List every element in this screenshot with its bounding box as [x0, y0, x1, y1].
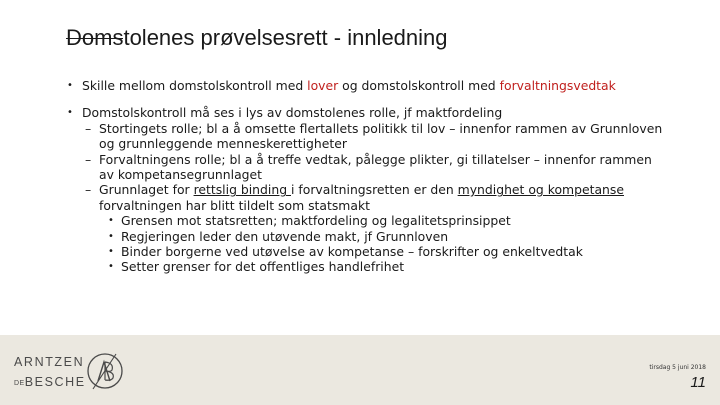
logo-text-arntzen: ARNTZEN: [14, 355, 85, 369]
sub-sub-bullet-4: • Setter grenser for det offentliges handlefrihet: [66, 259, 666, 274]
dash-marker: –: [85, 120, 92, 136]
dash-marker: –: [85, 182, 92, 198]
sub-sub-bullet-3: • Binder borgerne ved utøvelse av kompetanse – forskrifter og enkeltvedtak: [66, 244, 666, 259]
bullet-1: [66, 78, 666, 93]
title-rest: tolenes prøvelsesrett - innledning: [123, 25, 448, 50]
logo-text-besche: BESCHE: [24, 375, 86, 389]
logo-text-de: DE: [14, 380, 25, 387]
bullet-1-text-mid: og domstolskontroll med: [338, 78, 500, 93]
title-strike-part: Doms: [66, 25, 124, 50]
underlined-rettslig-binding: rettslig binding: [193, 182, 291, 198]
red-term-forvaltningsvedtak: forvaltningsvedtak: [499, 78, 616, 93]
sub-bullet-1: [66, 121, 666, 152]
sub-bullet-3-pre: Grunnlaget for: [99, 182, 194, 198]
red-term-lover: lover: [307, 78, 339, 93]
sub-bullet-3-mid: i forvaltningsretten er den: [291, 182, 458, 198]
sub-sub-bullet-1: • Grensen mot statsretten; maktfordeling og legalitetsprinsippet: [66, 213, 666, 228]
sub-bullet-2-text: Forvaltningens rolle; bl a å treffe vedtak, pålegge plikter, gi tillatelser – innenfor rammen av kompetansegrunnlaget: [99, 151, 652, 183]
page-number: 11: [690, 374, 706, 391]
bullet-2: • Domstolskontroll må ses i lys av domstolenes rolle, jf maktfordeling: [66, 105, 666, 120]
sub-bullet-3: [66, 182, 666, 213]
logo-mark-icon: [83, 349, 127, 393]
sub-sub-bullet-2: • Regjeringen leder den utøvende makt, jf Grunnloven: [66, 229, 666, 244]
underlined-myndighet-og-kompetanse: myndighet og kompetanse: [457, 182, 624, 198]
sub-bullet-3-post: forvaltningen har blitt tildelt som statsmakt: [99, 197, 371, 213]
sub-bullet-1-text: Stortingets rolle; bl a å omsette flertallets politikk til lov – innenfor rammen av Grunnloven og grunnleggende menneskerettigheter: [99, 120, 663, 152]
dash-marker: –: [85, 151, 92, 167]
sub-bullet-2: [66, 152, 666, 183]
footer-date: tirsdag 5 juni 2018: [649, 364, 706, 371]
logo-text-de-besche: [14, 375, 86, 389]
slide-title: [66, 25, 448, 51]
slide-body: [66, 78, 666, 275]
bullet-1-text-pre: Skille mellom domstolskontroll med: [82, 78, 308, 93]
